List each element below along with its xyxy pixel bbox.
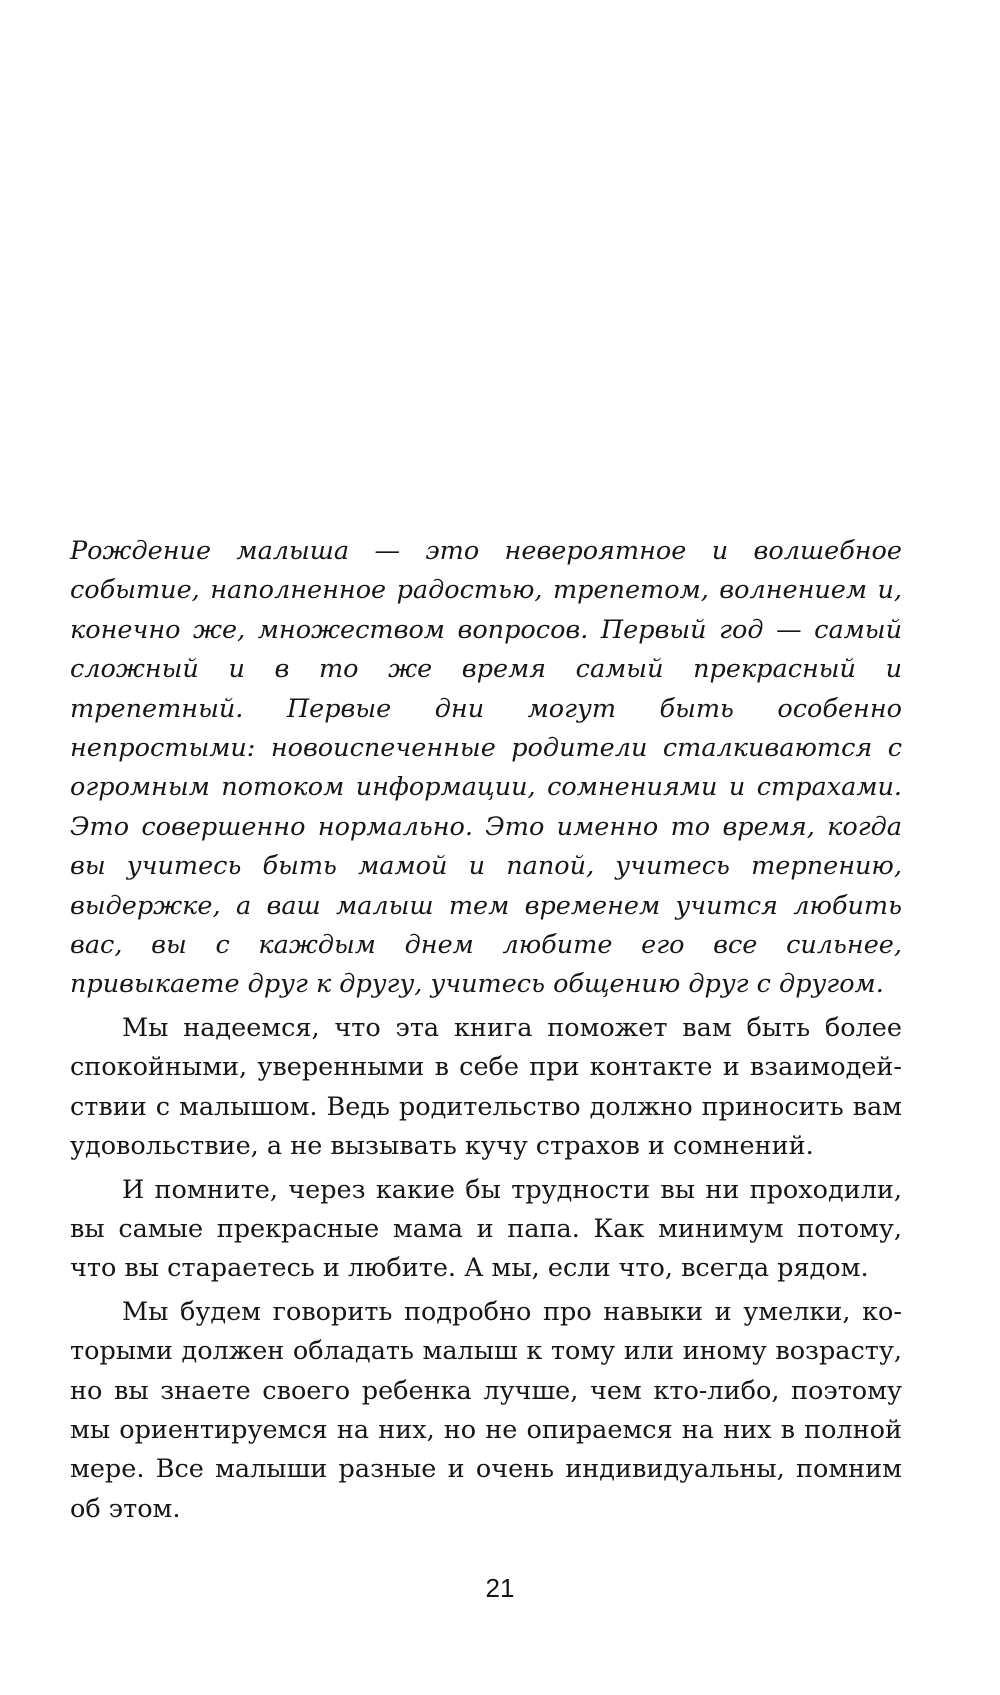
body-paragraph: И помните, через какие бы трудности вы ни проходили, вы самые прекрасные мама и папа. Как минимум потому, что вы стараетесь и любите. А мы, если что, всегда рядом. [70, 1174, 902, 1284]
intro-paragraph: Рождение малыша — это невероятное и волшебное событие, наполненное радостью, трепетом, волнением и, конечно же, множеством вопросов. Первый год — самый сложный и в то же время самый прекрасный и трепетный. Первые дни могут быть особенно непростыми: новоиспеченные родители сталкиваются с огромным потоком информации, сомнениями и страхами. Это совершенно нормально. Это именно то время, когда вы учитесь быть мамой и папой, учитесь терпению, выдержке, а ваш малыш тем временем учится любить вас, вы с каждым днем любите его все сильнее, привыкаете друг к другу, учитесь общению друг с другом. [70, 536, 902, 1000]
body-paragraph: Мы надеемся, что эта книга поможет вам быть более спокойными, уверенными в себе при контакте и взаимодействии с малышом. Ведь родительство должно приносить вам удовольствие, а не вызывать кучу страхов и сомнений. [70, 1012, 902, 1162]
page-text [70, 532, 902, 1529]
page-number: 21 [485, 1573, 515, 1603]
body-paragraph: Мы будем говорить подробно про навыки и умелки, которыми должен обладать малыш к тому или иному возрасту, но вы знаете своего ребенка лучше, чем кто-либо, поэтому мы ориентируемся на них, но не опираемся на них в полной мере. Все малыши разные и очень индивидуальны, помним об этом. [70, 1296, 902, 1524]
